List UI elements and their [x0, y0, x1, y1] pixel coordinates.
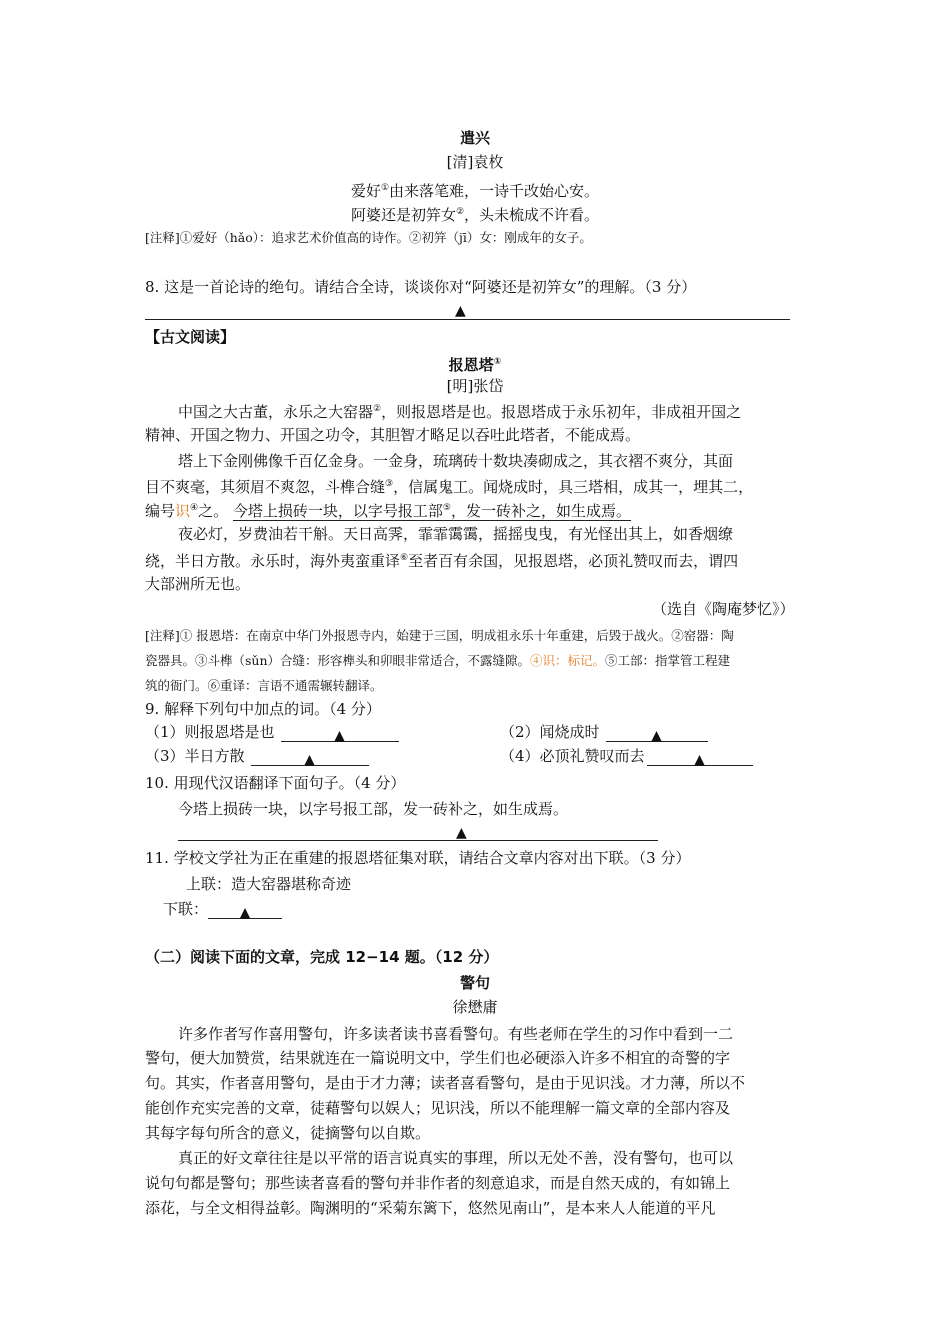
- couplet-upper: 上联：造大窑器堪称奇迹: [186, 875, 352, 893]
- q9-item-1: （1）则报恩塔是也 ▲: [145, 722, 399, 742]
- paragraph-line: 真正的好文章往往是以平常的语言说真实的事理，所以无处不善，没有警句，也可以: [178, 1149, 734, 1167]
- poem-line-2: 阿婆还是初笄女②，头未梳成不许看。: [350, 206, 600, 224]
- article-notes: 筑的衙门。⑥重译：言语不通需辗转翻译。: [145, 678, 383, 693]
- question-9: 9. 解释下列句中加点的词。（4 分）: [145, 700, 381, 718]
- answer-mark: ▲: [456, 825, 467, 841]
- paragraph-line: 其每字每句所含的意义，徒摘警句以自欺。: [145, 1124, 431, 1142]
- answer-blank[interactable]: ▲: [208, 902, 282, 919]
- section-heading: 【古文阅读】: [145, 328, 236, 346]
- answer-line: [145, 319, 790, 320]
- essay-author: 徐懋庸: [452, 998, 498, 1016]
- article-title: 报恩塔①: [448, 356, 502, 374]
- paragraph-line: 许多作者写作喜用警句，许多读者读书喜看警句。有些老师在学生的习作中看到一二: [178, 1025, 734, 1043]
- q9-item-2: （2）闻烧成时 ▲: [500, 722, 708, 742]
- part-2-heading: （二）阅读下面的文章，完成 12−14 题。（12 分）: [145, 948, 499, 966]
- couplet-lower: 下联： ▲: [163, 899, 282, 919]
- answer-blank[interactable]: ▲: [647, 749, 753, 766]
- paragraph-line: 夜必灯，岁费油若干斛。天日高霁，霏霏霭霭，摇摇曳曳，有光怪出其上，如香烟缭: [178, 525, 734, 543]
- paragraph-line: 添花，与全文相得益彰。陶渊明的“采菊东篱下，悠然见南山”，是本来人人能道的平凡: [145, 1199, 716, 1217]
- paragraph-line: 中国之大古董，永乐之大窑器②，则报恩塔是也。报恩塔成于永乐初年，非成祖开国之: [178, 403, 742, 421]
- poem-notes: [注释]①爱好（hǎo）：追求艺术价值高的诗作。②初笄（jī）女：刚成年的女子。: [145, 230, 592, 245]
- q9-item-4: （4）必顶礼赞叹而去 ▲: [500, 746, 753, 766]
- paragraph-line: 编号识④之。 今塔上损砖一块，以字号报工部⑤，发一砖补之，如生成焉。: [145, 502, 632, 520]
- paragraph-line: 句。其实，作者喜用警句，是由于才力薄；读者喜看警句，是由于见识浅。才力薄，所以不: [145, 1074, 746, 1092]
- paragraph-line: 警句，便大加赞赏，结果就连在一篇说明文中，学生们也必硬添入许多不相宜的奇警的字: [145, 1049, 731, 1067]
- paragraph-line: 绕，半日方散。永乐时，海外夷蛮重译⑥至者百有余国，见报恩塔，必顶礼赞叹而去，谓四: [145, 552, 739, 570]
- q10-sentence: 今塔上损砖一块，以字号报工部，发一砖补之，如生成焉。: [178, 800, 569, 818]
- q9-item-3: （3）半日方散 ▲: [145, 746, 369, 766]
- underlined-sentence: 今塔上损砖一块，以字号报工部⑤，发一砖补之，如生成焉。: [232, 502, 632, 520]
- article-author: [明]张岱: [446, 377, 504, 395]
- poem-author: [清]袁枚: [446, 153, 504, 171]
- answer-mark: ▲: [455, 303, 466, 319]
- paragraph-line: 能创作充实完善的文章，徒藉警句以娱人；见识浅，所以不能理解一篇文章的全部内容及: [145, 1099, 731, 1117]
- article-notes: [注释]① 报恩塔：在南京中华门外报恩寺内，始建于三国，明成祖永乐十年重建，后毁于战火。②窑器：陶: [145, 628, 734, 643]
- question-11: 11. 学校文学社为正在重建的报恩塔征集对联，请结合文章内容对出下联。（3 分）: [145, 849, 691, 867]
- article-notes: 瓷器具。③斗榫（sǔn）合缝：形容榫头和卯眼非常适合，不露缝隙。④识：标记。⑤工部：指掌管工程建: [145, 653, 731, 668]
- paragraph-line: 塔上下金刚佛像千百亿金身。一金身，琉璃砖十数块凑砌成之，其衣褶不爽分，其面: [178, 452, 734, 470]
- paragraph-line: 大部洲所无也。: [145, 575, 251, 593]
- source-citation: （选自《陶庵梦忆》）: [652, 600, 795, 618]
- paragraph-line: 目不爽毫，其须眉不爽忽，斗榫合缝③，信属鬼工。闻烧成时，具三塔相，成其一，埋其二，: [145, 478, 754, 496]
- answer-blank[interactable]: ▲: [606, 725, 708, 742]
- question-8: 8. 这是一首论诗的绝句。请结合全诗，谈谈你对“阿婆还是初笄女”的理解。（3 分）: [145, 278, 697, 296]
- paragraph-line: 说句句都是警句；那些读者喜看的警句并非作者的刻意追求，而是自然天成的，有如锦上: [145, 1174, 731, 1192]
- paragraph-line: 精神、开国之物力、开国之功令，其胆智才略足以吞吐此塔者，不能成焉。: [145, 426, 641, 444]
- answer-line: [178, 840, 658, 841]
- poem-title: 遣兴: [459, 129, 490, 147]
- poem-line-1: 爱好①由来落笔难，一诗千改始心安。: [350, 182, 600, 200]
- answer-blank[interactable]: ▲: [281, 725, 399, 742]
- question-10: 10. 用现代汉语翻译下面句子。（4 分）: [145, 774, 406, 792]
- essay-title: 警句: [459, 974, 490, 992]
- answer-blank[interactable]: ▲: [251, 749, 369, 766]
